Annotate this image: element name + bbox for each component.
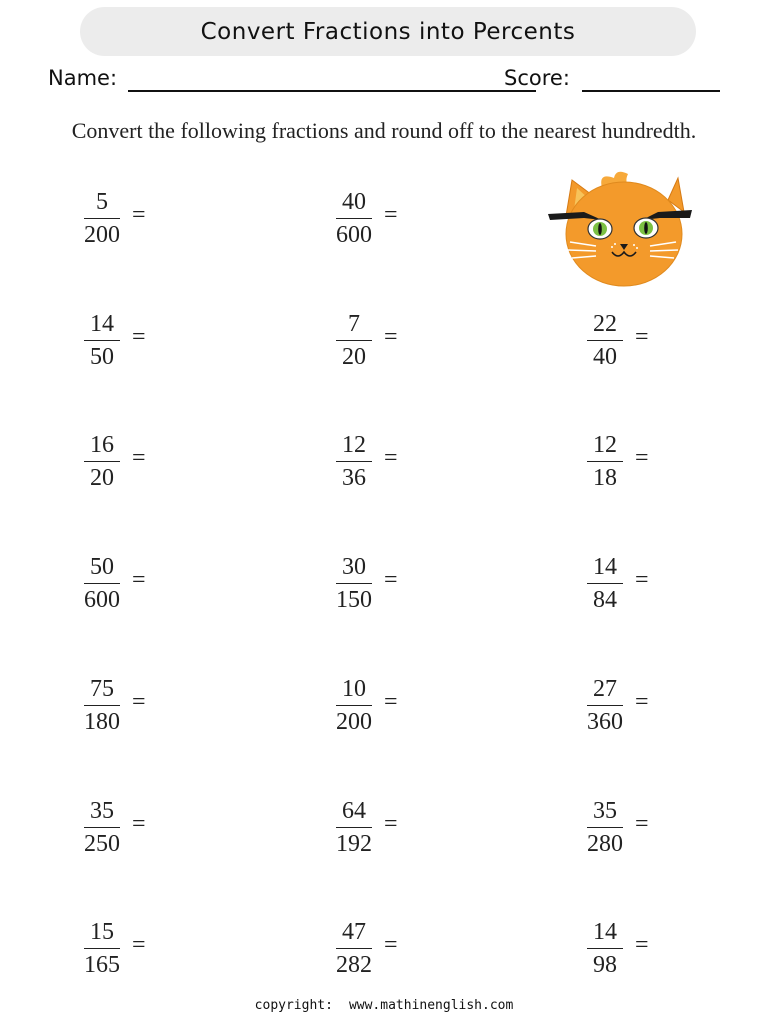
problem — [80, 918, 180, 978]
equals-sign: = — [132, 202, 146, 228]
equals-sign: = — [635, 567, 649, 593]
problem — [80, 431, 180, 491]
problem — [332, 918, 432, 978]
denominator: 600 — [84, 587, 120, 613]
problem — [80, 797, 180, 857]
website-link[interactable]: www.mathinenglish.com — [348, 998, 514, 1013]
problem — [583, 553, 683, 613]
problem — [80, 675, 180, 735]
fraction-bar — [587, 705, 623, 706]
problem — [583, 797, 683, 857]
equals-sign: = — [635, 689, 649, 715]
fraction — [583, 431, 627, 490]
equals-sign: = — [384, 202, 398, 228]
denominator: 360 — [587, 709, 623, 735]
numerator: 35 — [593, 798, 617, 824]
numerator: 5 — [96, 189, 108, 215]
score-label: Score: — [504, 66, 570, 90]
denominator: 36 — [342, 465, 366, 491]
problem — [80, 188, 180, 248]
denominator: 165 — [84, 952, 120, 978]
denominator: 40 — [593, 344, 617, 370]
denominator: 150 — [336, 587, 372, 613]
equals-sign: = — [132, 324, 146, 350]
fraction — [332, 553, 376, 612]
denominator: 200 — [336, 709, 372, 735]
fraction — [80, 310, 124, 369]
denominator: 280 — [587, 831, 623, 857]
numerator: 47 — [342, 919, 366, 945]
denominator: 50 — [90, 344, 114, 370]
fraction-bar — [587, 461, 623, 462]
fraction-bar — [84, 340, 120, 341]
fraction — [583, 675, 627, 734]
problem — [80, 553, 180, 613]
fraction-bar — [84, 218, 120, 219]
fraction — [80, 431, 124, 490]
equals-sign: = — [132, 689, 146, 715]
problem — [332, 310, 432, 370]
fraction — [332, 918, 376, 977]
page-title: Convert Fractions into Percents — [200, 18, 576, 45]
equals-sign: = — [384, 324, 398, 350]
fraction — [332, 310, 376, 369]
numerator: 75 — [90, 676, 114, 702]
problem — [583, 310, 683, 370]
equals-sign: = — [384, 811, 398, 837]
denominator: 200 — [84, 222, 120, 248]
denominator: 180 — [84, 709, 120, 735]
equals-sign: = — [384, 689, 398, 715]
denominator: 18 — [593, 465, 617, 491]
denominator: 282 — [336, 952, 372, 978]
numerator: 10 — [342, 676, 366, 702]
fraction-bar — [84, 583, 120, 584]
equals-sign: = — [132, 811, 146, 837]
denominator: 250 — [84, 831, 120, 857]
problem — [332, 797, 432, 857]
equals-sign: = — [132, 445, 146, 471]
title-banner — [80, 7, 696, 56]
fraction — [80, 918, 124, 977]
fraction — [80, 553, 124, 612]
numerator: 12 — [593, 432, 617, 458]
footer — [0, 998, 768, 1013]
equals-sign: = — [635, 811, 649, 837]
equals-sign: = — [635, 932, 649, 958]
fraction — [80, 675, 124, 734]
equals-sign: = — [384, 932, 398, 958]
score-blank-line — [582, 90, 720, 92]
fraction-bar — [587, 583, 623, 584]
fraction-bar — [336, 705, 372, 706]
equals-sign: = — [384, 567, 398, 593]
fraction — [332, 431, 376, 490]
equals-sign: = — [132, 567, 146, 593]
denominator: 20 — [90, 465, 114, 491]
problem — [80, 310, 180, 370]
cat-face-illustration — [544, 168, 696, 290]
fraction-bar — [336, 948, 372, 949]
equals-sign: = — [132, 932, 146, 958]
numerator: 14 — [90, 311, 114, 337]
equals-sign: = — [635, 324, 649, 350]
problem — [332, 431, 432, 491]
copyright-label: copyright: — [254, 998, 333, 1013]
fraction — [332, 188, 376, 247]
denominator: 192 — [336, 831, 372, 857]
problem — [583, 675, 683, 735]
name-score-row — [48, 66, 720, 96]
fraction — [583, 310, 627, 369]
numerator: 12 — [342, 432, 366, 458]
fraction — [332, 675, 376, 734]
fraction-bar — [84, 705, 120, 706]
numerator: 35 — [90, 798, 114, 824]
problem — [332, 675, 432, 735]
instructions-text: Convert the following fractions and round off to the nearest hundredth. — [71, 118, 697, 143]
numerator: 27 — [593, 676, 617, 702]
problem — [583, 431, 683, 491]
denominator: 84 — [593, 587, 617, 613]
fraction — [583, 553, 627, 612]
fraction-bar — [336, 583, 372, 584]
fraction-bar — [336, 340, 372, 341]
fraction-bar — [336, 218, 372, 219]
fraction-bar — [84, 827, 120, 828]
numerator: 16 — [90, 432, 114, 458]
cat-left-pupil — [598, 223, 602, 235]
denominator: 600 — [336, 222, 372, 248]
equals-sign: = — [635, 445, 649, 471]
fraction-bar — [84, 948, 120, 949]
denominator: 98 — [593, 952, 617, 978]
fraction — [332, 797, 376, 856]
fraction-bar — [587, 340, 623, 341]
problem — [583, 918, 683, 978]
fraction-bar — [587, 948, 623, 949]
problem — [332, 188, 432, 248]
fraction — [80, 188, 124, 247]
numerator: 14 — [593, 919, 617, 945]
equals-sign: = — [384, 445, 398, 471]
fraction-bar — [587, 827, 623, 828]
fraction — [583, 797, 627, 856]
numerator: 15 — [90, 919, 114, 945]
fraction-bar — [336, 461, 372, 462]
numerator: 50 — [90, 554, 114, 580]
numerator: 14 — [593, 554, 617, 580]
fraction-bar — [336, 827, 372, 828]
cat-right-pupil — [644, 222, 648, 234]
problem — [332, 553, 432, 613]
numerator: 64 — [342, 798, 366, 824]
fraction — [583, 918, 627, 977]
numerator: 40 — [342, 189, 366, 215]
name-blank-line — [128, 90, 536, 92]
cat-head — [566, 182, 682, 286]
numerator: 7 — [348, 311, 360, 337]
fraction-bar — [84, 461, 120, 462]
numerator: 22 — [593, 311, 617, 337]
denominator: 20 — [342, 344, 366, 370]
name-label: Name: — [48, 66, 118, 90]
numerator: 30 — [342, 554, 366, 580]
fraction — [80, 797, 124, 856]
